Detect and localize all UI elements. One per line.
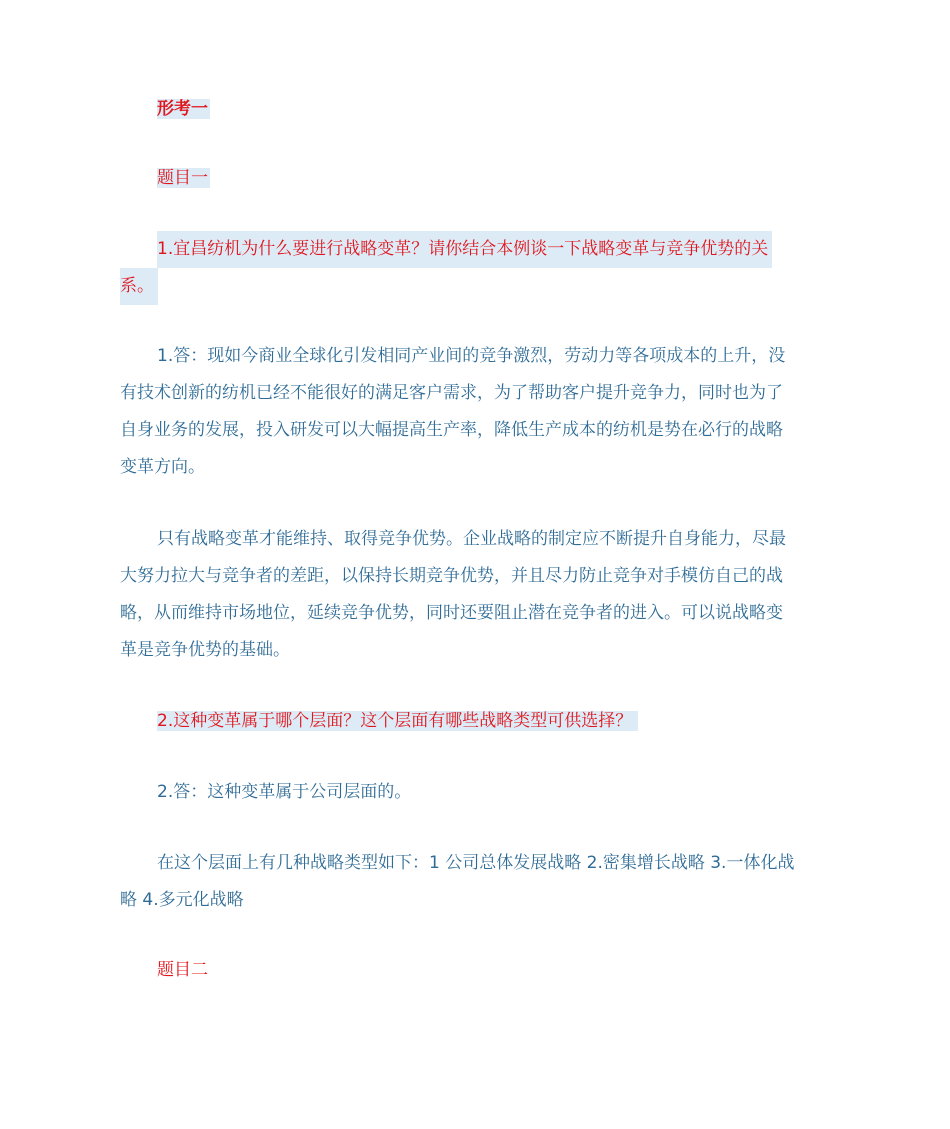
answer-2-paragraph-2 <box>120 845 830 919</box>
answer-2-p1-text: 2.答：这种变革属于公司层面的。 <box>157 782 412 802</box>
answer-2-p2-line-1: 在这个层面上有几种战略类型如下：1 公司总体发展战略 2.密集增长战略 3.一体化战 <box>157 853 795 873</box>
answer-1-p2-line-1: 只有战略变革才能维持、取得竞争优势。企业战略的制定应不断提升自身能力，尽最 <box>157 529 786 549</box>
question-1 <box>120 231 840 305</box>
question-2-text: 2.这种变革属于哪个层面？这个层面有哪些战略类型可供选择？ <box>157 711 638 731</box>
section-title-2-text: 题目二 <box>157 960 208 980</box>
answer-2-p2-line-2: 略 4.多元化战略 <box>120 890 244 910</box>
question-1-line-2: 系。 <box>120 268 158 305</box>
answer-1-paragraph-2 <box>120 521 830 669</box>
question-2 <box>157 703 638 740</box>
answer-1-p1-line-3: 自身业务的发展，投入研发可以大幅提高生产率，降低生产成本的纺机是势在必行的战略 <box>120 420 783 440</box>
answer-1-p2-line-2: 大努力拉大与竞争者的差距，以保持长期竞争优势，并且尽力防止竞争对手模仿自己的战 <box>120 566 783 586</box>
section-title-1-text: 题目一 <box>157 168 208 188</box>
question-1-line-1: 1.宜昌纺机为什么要进行战略变革？请你结合本例谈一下战略变革与竞争优势的关 <box>157 231 772 268</box>
answer-2-paragraph-1 <box>157 774 411 811</box>
answer-1-p2-line-4: 革是竞争优势的基础。 <box>120 640 290 660</box>
answer-1-p2-line-3: 略，从而维持市场地位，延续竞争优势，同时还要阻止潜在竞争者的进入。可以说战略变 <box>120 603 783 623</box>
answer-1-p1-line-2: 有技术创新的纺机已经不能很好的满足客户需求，为了帮助客户提升竞争力，同时也为了 <box>120 383 783 403</box>
heading-text: 形考一 <box>157 99 208 119</box>
answer-1-paragraph-1 <box>120 338 830 486</box>
answer-1-p1-line-1: 1.答：现如今商业全球化引发相同产业间的竞争激烈，劳动力等各项成本的上升，没 <box>157 346 786 366</box>
heading-title <box>157 91 210 128</box>
answer-1-p1-line-4: 变革方向。 <box>120 457 205 477</box>
section-title-1 <box>157 160 210 197</box>
section-title-2 <box>157 952 208 989</box>
